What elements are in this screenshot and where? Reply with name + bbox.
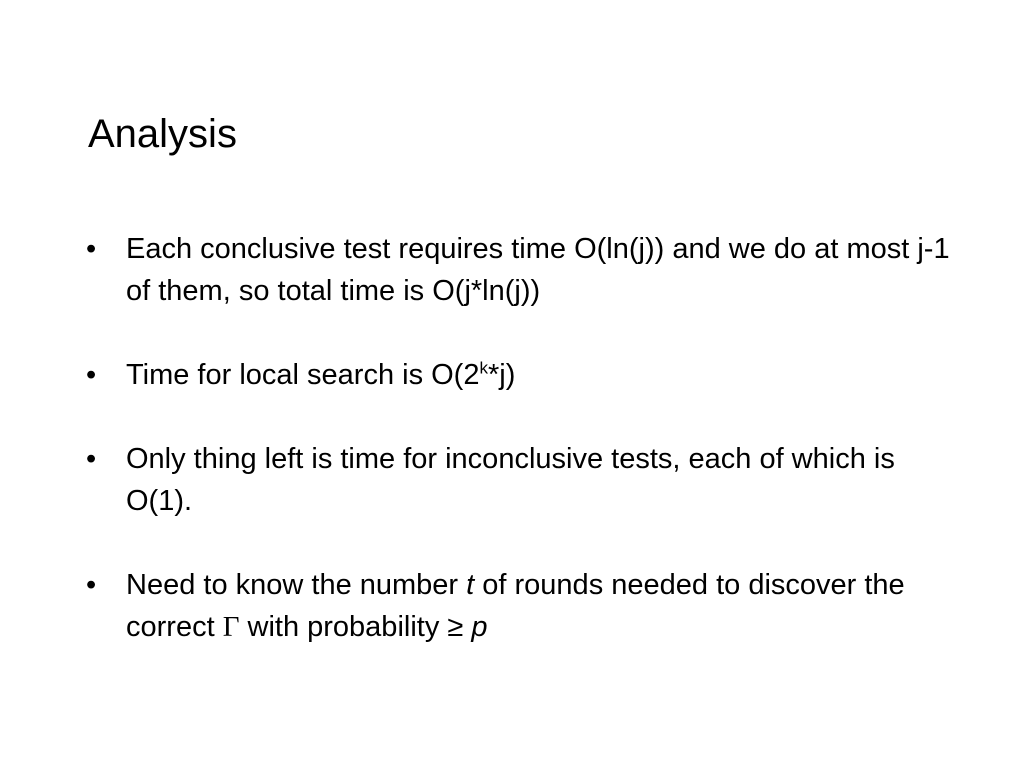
bullet-marker: • — [86, 569, 97, 601]
bullet-marker: • — [86, 359, 97, 391]
bullet-item-local-search — [86, 354, 966, 396]
bullet-marker: • — [86, 233, 97, 265]
bullet-text: Each conclusive test requires time O(ln(j)) and we do at most j-1 of them, so total time is O(j*ln(j)) — [126, 233, 950, 307]
bullet-list — [86, 228, 966, 648]
bullet-text-after: with probability ≥ — [239, 611, 472, 643]
bullet-item-rounds-needed — [86, 564, 966, 648]
bullet-superscript: k — [479, 358, 488, 378]
bullet-text-before: Time for local search is O(2 — [126, 359, 480, 391]
bullet-text-after: *j) — [487, 359, 516, 391]
bullet-item-inconclusive-tests — [86, 438, 966, 522]
gamma-symbol: Γ — [222, 611, 240, 643]
variable-p: p — [471, 611, 488, 643]
bullet-item-conclusive-test — [86, 228, 966, 312]
bullet-text-before: Need to know the number — [126, 569, 467, 601]
variable-t: t — [466, 569, 475, 601]
slide-title: Analysis — [88, 112, 237, 156]
bullet-text-middle: of rounds needed to discover the correct — [126, 569, 905, 643]
bullet-marker: • — [86, 443, 97, 475]
bullet-text: Only thing left is time for inconclusive tests, each of which is O(1). — [126, 443, 895, 517]
